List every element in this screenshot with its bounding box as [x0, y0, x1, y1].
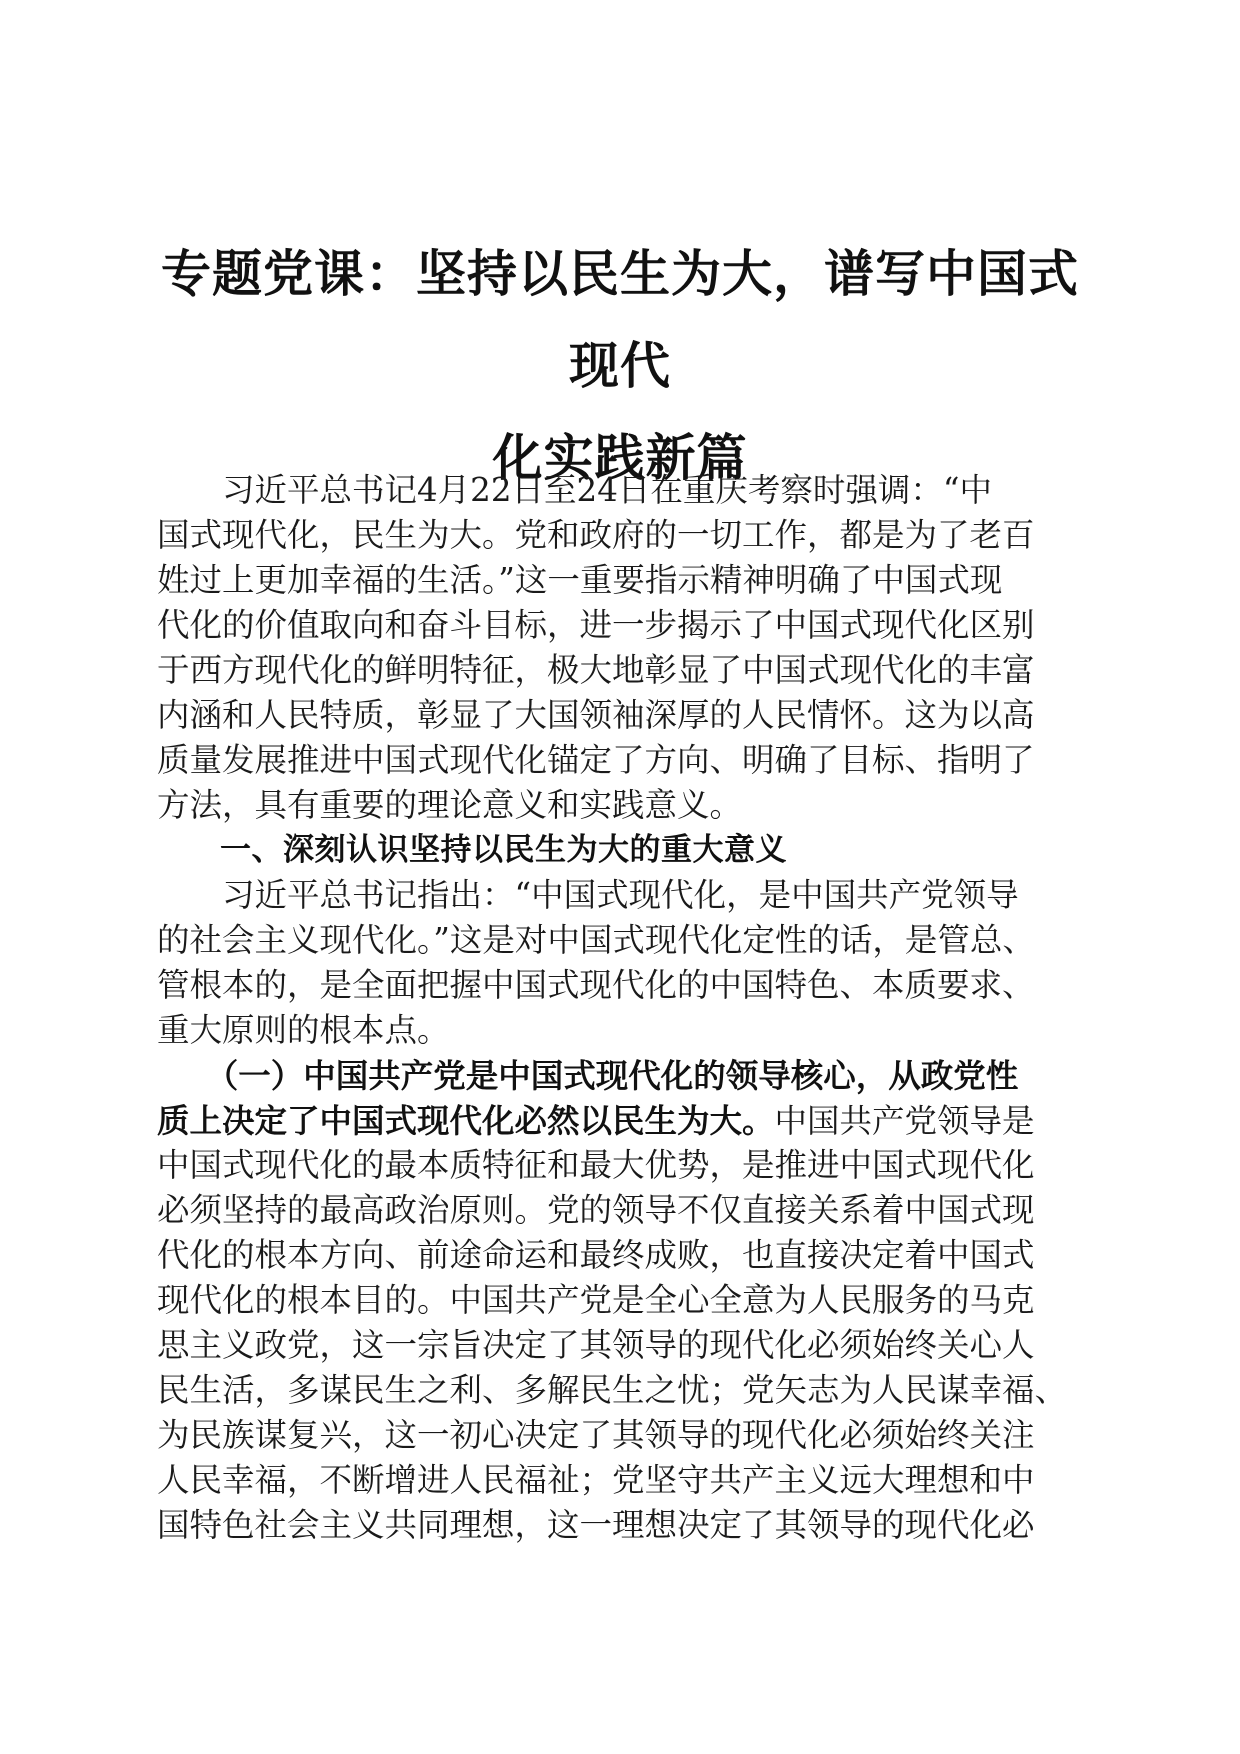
document-body — [157, 468, 1083, 1548]
paragraph-line: 姓过上更加幸福的生活。”这一重要指示精神明确了中国式现 — [157, 561, 1003, 599]
paragraph-fragment: 中国共产党领导是 — [774, 1102, 1035, 1140]
subsection-heading-line: （一）中国共产党是中国式现代化的领导核心，从政党性 — [157, 1056, 1019, 1095]
title-line-1: 专题党课：坚持以民生为大，谱写中国式现代 — [161, 245, 1079, 395]
paragraph-line: 管根本的，是全面把握中国式现代化的中国特色、本质要求、 — [157, 966, 1035, 1004]
title-line-2: 化实践新篇 — [492, 429, 748, 487]
paragraph-line: 代化的根本方向、前途命运和最终成败，也直接决定着中国式 — [157, 1236, 1035, 1274]
paragraph-line: 的社会主义现代化。”这是对中国式现代化定性的话，是管总、 — [157, 921, 1035, 959]
paragraph-line: 国式现代化，民生为大。党和政府的一切工作，都是为了老百 — [157, 516, 1035, 554]
paragraph-line: 方法，具有重要的理论意义和实践意义。 — [157, 786, 743, 824]
paragraph-line: 现代化的根本目的。中国共产党是全心全意为人民服务的马克 — [157, 1281, 1035, 1319]
document-title — [150, 228, 1090, 504]
section-heading: 一、深刻认识坚持以民生为大的重大意义 — [157, 832, 787, 868]
paragraph-line: 为民族谋复兴，这一初心决定了其领导的现代化必须始终关注 — [157, 1416, 1035, 1454]
mixed-line — [157, 1098, 1083, 1143]
paragraph-line: 习近平总书记指出：“中国式现代化，是中国共产党领导 — [157, 876, 1019, 914]
paragraph-line: 思主义政党，这一宗旨决定了其领导的现代化必须始终关心人 — [157, 1326, 1035, 1364]
paragraph-line: 代化的价值取向和奋斗目标，进一步揭示了中国式现代化区别 — [157, 606, 1035, 644]
paragraph-line: 民生活，多谋民生之利、多解民生之忧；党矢志为人民谋幸福、 — [157, 1371, 1068, 1409]
paragraph-line: 中国式现代化的最本质特征和最大优势，是推进中国式现代化 — [157, 1146, 1035, 1184]
paragraph-line: 重大原则的根本点。 — [157, 1011, 450, 1049]
paragraph-line: 习近平总书记4月22日至24日在重庆考察时强调：“中 — [157, 471, 993, 509]
paragraph-line: 于西方现代化的鲜明特征，极大地彰显了中国式现代化的丰富 — [157, 651, 1035, 689]
subsection-heading-end: 质上决定了中国式现代化必然以民生为大。 — [157, 1101, 775, 1140]
paragraph-line: 必须坚持的最高政治原则。党的领导不仅直接关系着中国式现 — [157, 1191, 1035, 1229]
paragraph-line: 质量发展推进中国式现代化锚定了方向、明确了目标、指明了 — [157, 741, 1035, 779]
paragraph-line: 内涵和人民特质，彰显了大国领袖深厚的人民情怀。这为以高 — [157, 696, 1035, 734]
paragraph-line: 人民幸福，不断增进人民福祉；党坚守共产主义远大理想和中 — [157, 1461, 1035, 1499]
paragraph-line: 国特色社会主义共同理想，这一理想决定了其领导的现代化必 — [157, 1506, 1035, 1544]
